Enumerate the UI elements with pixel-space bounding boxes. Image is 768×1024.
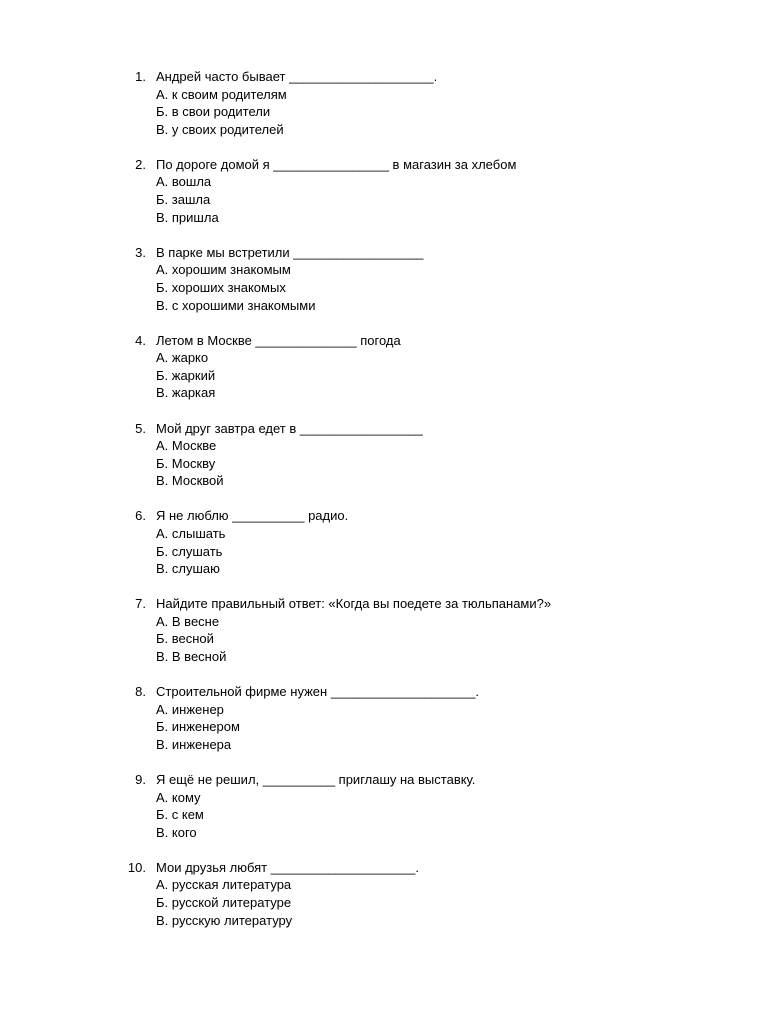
question-number: 5. [135, 420, 146, 436]
answer-option: А. слышать [156, 525, 226, 541]
answer-option: В. русскую литературу [156, 912, 293, 928]
answer-option: Б. слушать [156, 543, 223, 559]
question-line [0, 507, 768, 525]
answer-option: Б. жаркий [156, 367, 216, 383]
answer-option: А. В весне [156, 613, 220, 629]
answer-option: В. жаркая [156, 385, 216, 401]
question-item [0, 332, 768, 402]
answer-option: А. инженер [156, 701, 224, 717]
answer-option: В. с хорошими знакомыми [156, 297, 316, 313]
question-prompt: Строительной фирме нужен ____________________. [156, 684, 480, 700]
answer-option: А. вошла [156, 174, 212, 190]
answer-option: А. Москве [156, 438, 217, 454]
answer-option: Б. с кем [156, 807, 204, 823]
question-number: 10. [127, 859, 146, 875]
question-line [0, 683, 768, 701]
answer-option: А. кому [156, 789, 201, 805]
answer-option: Б. инженером [156, 719, 240, 735]
question-line [0, 332, 768, 350]
question-line [0, 68, 768, 86]
answer-option: Б. зашла [156, 192, 211, 208]
question-number: 4. [135, 332, 146, 348]
question-line [0, 595, 768, 613]
question-prompt: В парке мы встретили __________________ [156, 244, 424, 260]
question-number: 7. [135, 596, 146, 612]
question-line [0, 859, 768, 877]
question-number: 1. [135, 69, 146, 84]
question-item [0, 244, 768, 314]
answer-option: А. хорошим знакомым [156, 262, 291, 278]
question-line [0, 771, 768, 789]
question-prompt: Мой друг завтра едет в _________________ [156, 420, 423, 436]
question-number: 8. [135, 684, 146, 700]
question-number: 3. [135, 244, 146, 260]
question-prompt: Андрей часто бывает ____________________. [156, 69, 438, 84]
question-number: 2. [135, 156, 146, 172]
answer-option: В. Москвой [156, 473, 224, 489]
question-prompt: Я ещё не решил, __________ приглашу на выставку. [156, 772, 476, 787]
answer-option: Б. Москву [156, 455, 216, 471]
answer-option: В. у своих родителей [156, 121, 284, 137]
question-item [0, 771, 768, 841]
answer-option: Б. хороших знакомых [156, 279, 286, 295]
question-item [0, 68, 768, 138]
answer-option: Б. русской литературе [156, 895, 292, 911]
answer-option: В. слушаю [156, 561, 220, 577]
question-prompt: Мои друзья любят ____________________. [156, 859, 419, 875]
question-line [0, 420, 768, 438]
answer-option: А. к своим родителям [156, 86, 287, 102]
question-item [0, 859, 768, 929]
answer-option: Б. весной [156, 631, 214, 647]
answer-option: В. пришла [156, 209, 219, 225]
question-item [0, 156, 768, 226]
question-item [0, 595, 768, 665]
answer-option: В. инженера [156, 736, 232, 752]
answer-option: А. жарко [156, 350, 209, 366]
question-line [0, 244, 768, 262]
question-item [0, 507, 768, 577]
question-number: 9. [135, 772, 146, 787]
question-line [0, 156, 768, 174]
question-item [0, 683, 768, 753]
question-item [0, 420, 768, 490]
answer-option: А. русская литература [156, 877, 292, 893]
answer-option: Б. в свои родители [156, 104, 271, 120]
question-prompt: Летом в Москве ______________ погода [156, 332, 401, 348]
question-list [0, 68, 768, 947]
question-prompt: Я не люблю __________ радио. [156, 508, 349, 524]
question-prompt: Найдите правильный ответ: «Когда вы поедете за тюльпанами?» [156, 596, 552, 612]
question-prompt: По дороге домой я ________________ в магазин за хлебом [156, 156, 517, 172]
answer-option: В. В весной [156, 649, 227, 665]
question-number: 6. [135, 508, 146, 524]
answer-option: В. кого [156, 824, 197, 840]
